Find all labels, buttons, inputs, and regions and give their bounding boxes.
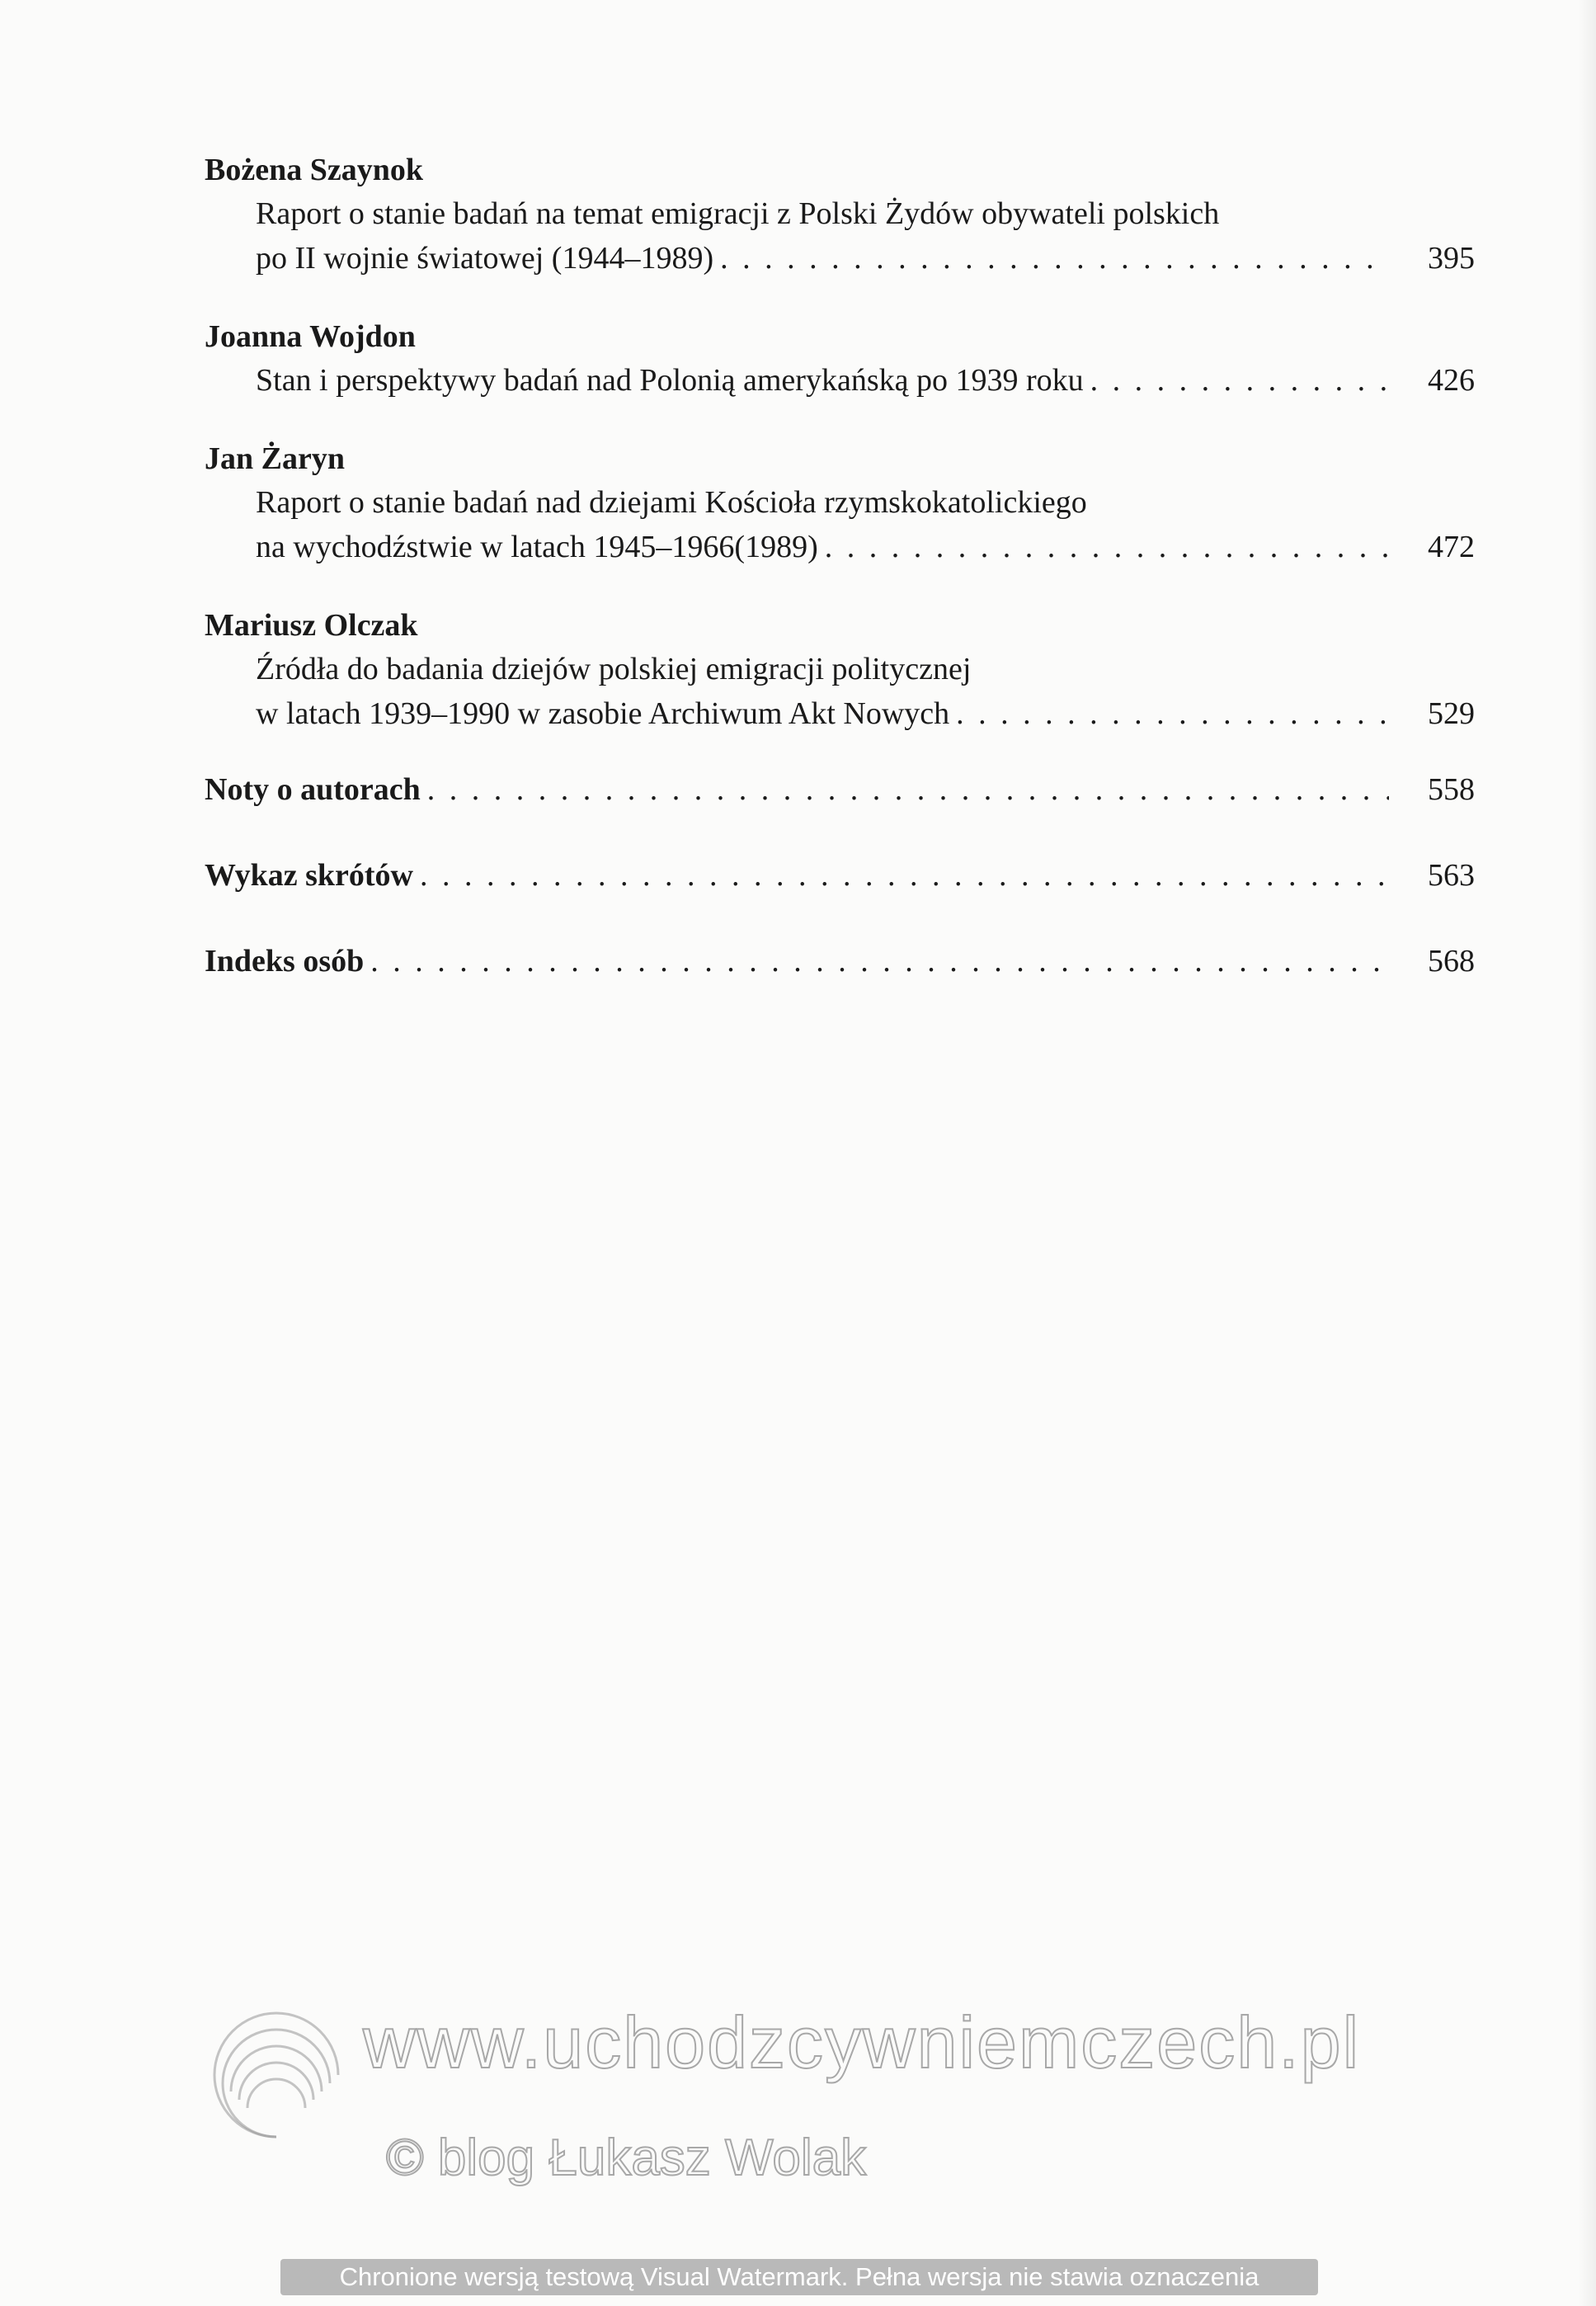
toc-entry [205, 604, 1475, 736]
section-title: Wykaz skrótów [205, 858, 413, 893]
entry-author: Jan Żaryn [205, 441, 345, 476]
entry-page-number: 472 [1428, 530, 1475, 564]
toc-section [205, 939, 1475, 983]
toc-entry [205, 437, 1475, 569]
entry-author: Joanna Wojdon [205, 319, 416, 354]
entry-title-line: Źródła do badania dziejów polskiej emigracji politycznej [256, 652, 972, 686]
table-of-contents [205, 149, 1475, 983]
toc-section [205, 767, 1475, 812]
leader-dots [825, 525, 1389, 569]
entry-page-number: 529 [1428, 696, 1475, 731]
toc-entry [205, 315, 1475, 403]
watermark-notice-bar: Chronione wersją testową Visual Watermark. Pełna wersja nie stawia oznaczenia [280, 2259, 1318, 2295]
watermark-url: www.uchodzcywniemczech.pl [363, 2002, 1361, 2083]
entry-title-line: Raport o stanie badań na temat emigracji z Polski Żydów obywateli polskich [256, 196, 1220, 231]
entry-title-text: po II wojnie światowej (1944–1989) [256, 241, 714, 276]
watermark-logo-icon [198, 1997, 355, 2153]
section-title: Noty o autorach [205, 772, 421, 807]
leader-dots [420, 853, 1389, 898]
section-page-number: 558 [1428, 772, 1475, 807]
entry-title-text: na wychodźstwie w latach 1945–1966(1989) [256, 530, 818, 564]
toc-entry [205, 149, 1475, 281]
leader-dots [427, 767, 1389, 812]
entry-title-text: w latach 1939–1990 w zasobie Archiwum Akt Nowych [256, 696, 950, 731]
watermark-blog: © blog Łukasz Wolak [386, 2129, 867, 2186]
page-edge-shadow [1578, 0, 1596, 2306]
section-page-number: 568 [1428, 944, 1475, 979]
entry-title-text: Stan i perspektywy badań nad Polonią amerykańską po 1939 roku [256, 363, 1084, 398]
entry-title-last-line [205, 358, 1475, 403]
entry-author: Mariusz Olczak [205, 608, 418, 643]
entry-title-last-line [205, 525, 1475, 569]
leader-dots [1090, 358, 1389, 403]
entry-title-last-line [205, 691, 1475, 736]
section-title: Indeks osób [205, 944, 365, 979]
entry-page-number: 395 [1428, 241, 1475, 276]
leader-dots [720, 236, 1389, 281]
entry-title-line: Raport o stanie badań nad dziejami Kościoła rzymskokatolickiego [256, 485, 1087, 520]
entry-title-last-line [205, 236, 1475, 281]
section-page-number: 563 [1428, 858, 1475, 893]
entry-author: Bożena Szaynok [205, 153, 423, 187]
leader-dots [370, 939, 1389, 983]
toc-section [205, 853, 1475, 898]
entry-page-number: 426 [1428, 363, 1475, 398]
leader-dots [956, 691, 1389, 736]
